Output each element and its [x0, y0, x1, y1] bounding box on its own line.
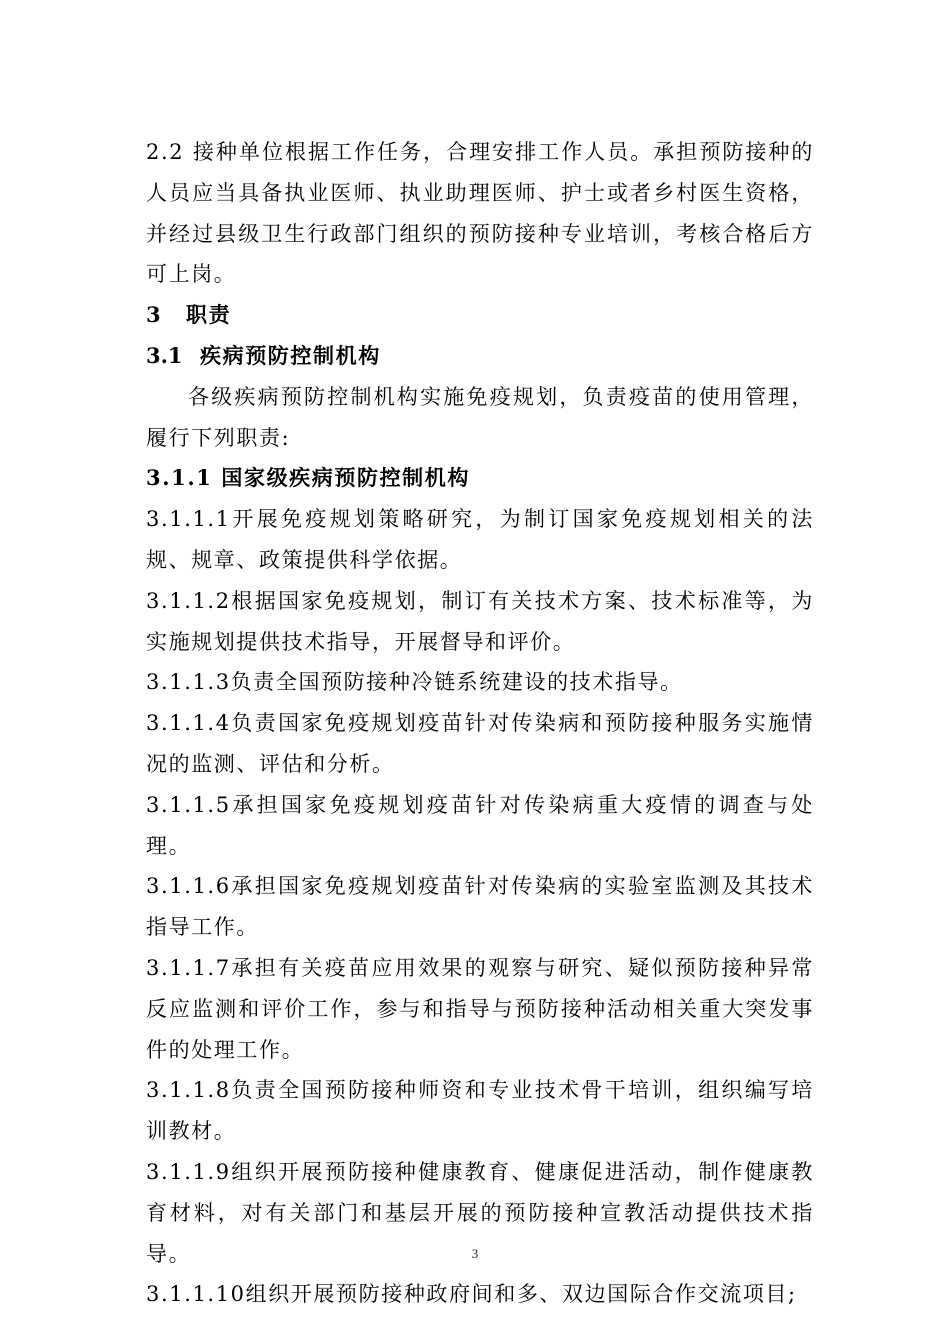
list-item: 3.1.1.8负责全国预防接种师资和专业技术骨干培训，组织编写培训教材。 — [146, 1078, 814, 1144]
list-item: 3.1.1.1开展免疫规划策略研究，为制订国家免疫规划相关的法规、规章、政策提供科学依据。 — [146, 507, 814, 572]
section-title: 职责 — [186, 302, 232, 328]
list-item: 3.1.1.7承担有关疫苗应用效果的观察与研究、疑似预防接种异常反应监测和评价工作，参与和指导与预防接种活动相关重大突发事件的处理工作。 — [146, 955, 814, 1062]
section-heading-3 — [146, 295, 814, 336]
section-heading-3-1 — [146, 336, 814, 377]
list-item: 3.1.1.2根据国家免疫规划，制订有关技术方案、技术标准等，为实施规划提供技术指导，开展督导和评价。 — [146, 588, 814, 654]
page-number: 3 — [471, 1246, 479, 1261]
list-item: 3.1.1.6承担国家免疫规划疫苗针对传染病的实验室监测及其技术指导工作。 — [146, 874, 814, 940]
list-item: 3.1.1.10组织开展预防接种政府间和多、双边国际合作交流项目; — [146, 1282, 797, 1307]
document-body — [146, 132, 814, 1315]
list-item: 3.1.1.9组织开展预防接种健康教育、健康促进活动，制作健康教育材料，对有关部门和基层开展的预防接种宣教活动提供技术指导。 — [146, 1159, 814, 1266]
list-item: 3.1.1.4负责国家免疫规划疫苗针对传染病和预防接种服务实施情况的监测、评估和分析。 — [146, 711, 814, 776]
section-number: 3.1 — [146, 342, 183, 368]
section-heading-3-1-1: 3.1.1 国家级疾病预防控制机构 — [146, 465, 470, 491]
intro-paragraph: 各级疾病预防控制机构实施免疫规划，负责疫苗的使用管理，履行下列职责: — [146, 384, 814, 450]
section-number: 3 — [146, 302, 161, 328]
section-title: 疾病预防控制机构 — [200, 342, 381, 368]
paragraph-2-2: 2.2 接种单位根据工作任务，合理安排工作人员。承担预防接种的人员应当具备执业医师、执业助理医师、护士或者乡村医生资格，并经过县级卫生行政部门组织的预防接种专业培训，考核合格后方可上岗。 — [146, 140, 814, 287]
list-item: 3.1.1.5承担国家免疫规划疫苗针对传染病重大疫情的调查与处理。 — [146, 792, 814, 858]
list-item: 3.1.1.3负责全国预防接种冷链系统建设的技术指导。 — [146, 670, 683, 695]
